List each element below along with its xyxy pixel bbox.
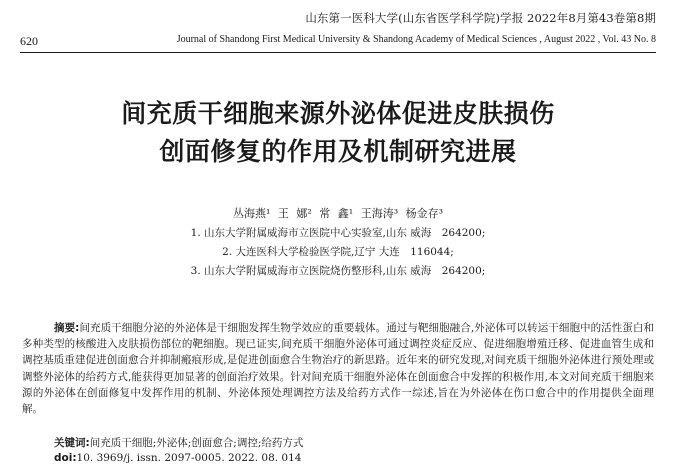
- page-header: [0, 0, 676, 56]
- page-number: 620: [20, 34, 38, 48]
- keywords-text: 间充质干细胞;外泌体;创面愈合;调控;给药方式: [89, 437, 304, 449]
- keywords-label: 关键词:: [54, 437, 90, 449]
- header-divider: [20, 52, 656, 53]
- doi-text: 10. 3969/j. issn. 2097-0005. 2022. 08. 014: [76, 452, 302, 464]
- doi-label: doi:: [54, 452, 77, 464]
- journal-title-english: Journal of Shandong First Medical University & Shandong Academy of Medical Sciences , August 2022 , Vol. 43 No. 8: [176, 34, 656, 45]
- affiliation-2: 2. 大连医科大学检验医学院,辽宁 大连 116044;: [222, 246, 454, 258]
- keywords-line: [54, 435, 303, 450]
- abstract-text: 间充质干细胞分泌的外泌体是干细胞发挥生物学效应的重要载体。通过与靶细胞融合,外泌体可以转运干细胞中的活性蛋白和多种类型的核酸进入皮肤损伤部位的靶细胞。现已证实,间充质干细胞外泌体可通过调控炎症反应、促进细胞增殖迁移、促进血管生成和调控基质重建促进创面愈合并抑制瘢痕形成,是促进创面愈合生物治疗的新思路。近年来的研究发现,对间充质干细胞外泌体进行预处理或调整外泌体的给药方式,能获得更加显著的创面治疗效果。针对间充质干细胞外泌体在创面愈合中发挥的积极作用,本文对间充质干细胞来源的外泌体在创面修复中发挥作用的机制、外泌体预处理调控方法及给药方式作一综述,旨在为外泌体在伤口愈合中的作用提供全面理解。: [22, 322, 654, 416]
- article-title-line-1: 间充质干细胞来源外泌体促进皮肤损伤: [121, 99, 555, 128]
- author-list: 丛海燕¹ 王 娜² 常 鑫¹ 王海涛³ 杨金存³: [232, 207, 444, 220]
- affiliation-3: 3. 山东大学附属威海市立医院烧伤整形科,山东 威海 264200;: [190, 265, 486, 277]
- doi-line: [54, 452, 301, 464]
- article-title-line-2: 创面修复的作用及机制研究进展: [159, 137, 517, 166]
- affiliation-1: 1. 山东大学附属威海市立医院中心实验室,山东 威海 264200;: [190, 227, 486, 239]
- article-title: [0, 95, 676, 171]
- abstract-label: 摘要:: [54, 322, 80, 334]
- journal-title-chinese: 山东第一医科大学(山东省医学科学院)学报 2022年8月第43卷第8期: [305, 11, 656, 25]
- abstract-paragraph: [22, 320, 654, 417]
- affiliation-list: [0, 224, 676, 281]
